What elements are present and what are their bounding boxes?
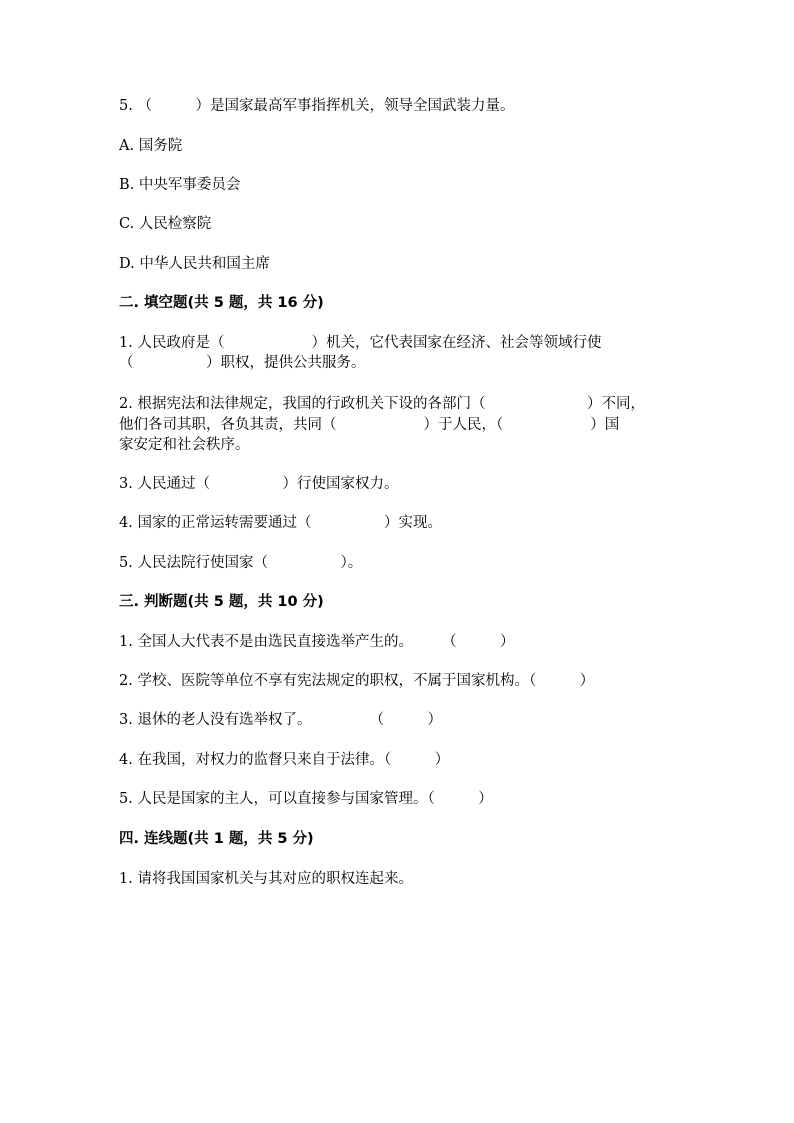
fill-section-heading: 二. 填空题(共 5 题，共 16 分) xyxy=(119,295,324,311)
fill-q5: 5. 人民法院行使国家（ ）。 xyxy=(119,555,363,571)
fill-q1-line1: 1. 人民政府是（ ）机关，它代表国家在经济、社会等领域行使 xyxy=(119,335,602,351)
fill-q1-line2: （ ）职权，提供公共服务。 xyxy=(119,355,366,371)
fill-q4: 4. 国家的正常运转需要通过（ ）实现。 xyxy=(119,515,442,531)
fill-q2-line2: 他们各司其职，各负其责，共同（ ）于人民，（ ）国 xyxy=(119,417,620,433)
judge-q3: 3. 退休的老人没有选举权了。 （ ） xyxy=(119,712,442,728)
fill-q3: 3. 人民通过（ ）行使国家权力。 xyxy=(119,476,399,492)
q5-option-d: D. 中华人民共和国主席 xyxy=(119,256,270,272)
judge-q1: 1. 全国人大代表不是由选民直接选举产生的。 （ ） xyxy=(119,634,515,650)
judge-q4: 4. 在我国，对权力的监督只来自于法律。（ ） xyxy=(119,752,450,768)
q5-option-c: C. 人民检察院 xyxy=(119,216,212,232)
fill-q2-line3: 家安定和社会秩序。 xyxy=(119,437,250,453)
q5-stem: 5. （ ）是国家最高军事指挥机关，领导全国武装力量。 xyxy=(119,98,515,114)
match-section-heading: 四. 连线题(共 1 题，共 5 分) xyxy=(119,831,314,847)
judge-q5: 5. 人民是国家的主人，可以直接参与国家管理。（ ） xyxy=(119,791,493,807)
judge-q2: 2. 学校、医院等单位不享有宪法规定的职权，不属于国家机构。（ ） xyxy=(119,673,595,689)
fill-q2-line1: 2. 根据宪法和法律规定，我国的行政机关下设的各部门（ ）不同， xyxy=(119,396,645,412)
judge-section-heading: 三. 判断题(共 5 题，共 10 分) xyxy=(119,594,324,610)
q5-option-b: B. 中央军事委员会 xyxy=(119,177,241,193)
q5-option-a: A. 国务院 xyxy=(119,138,183,154)
match-q1: 1. 请将我国国家机关与其对应的职权连起来。 xyxy=(119,871,413,887)
